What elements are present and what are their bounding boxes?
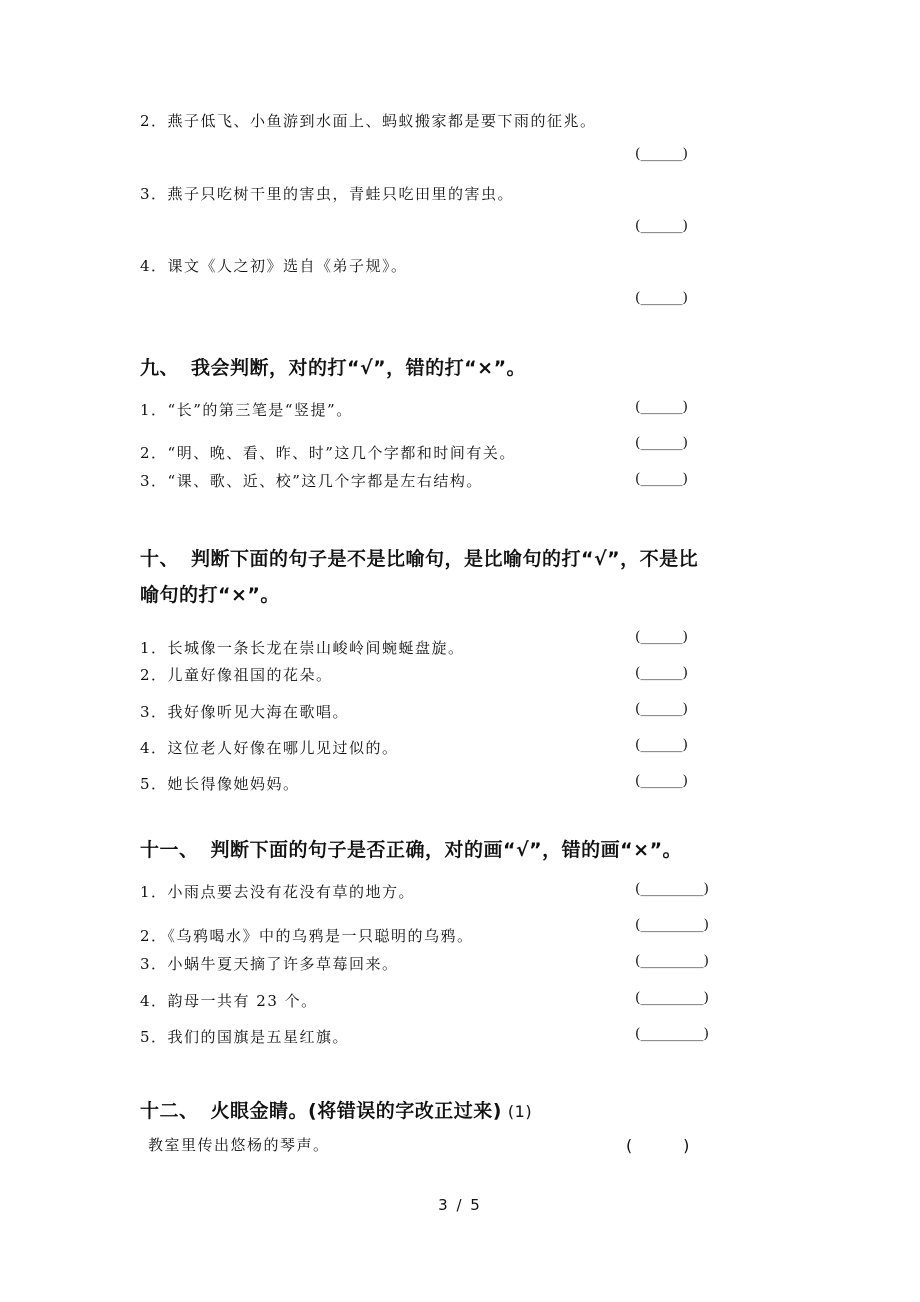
page-number: 3 / 5 — [438, 1196, 482, 1214]
answer-blank[interactable]: (______) — [635, 146, 688, 162]
judge-item: 3．燕子只吃树干里的害虫，青蛙只吃田里的害虫。 — [140, 185, 515, 203]
answer-blank[interactable]: (______) — [635, 471, 688, 487]
judge-item: 3．我好像听见大海在歌唱。 — [140, 703, 350, 721]
answer-blank[interactable]: (______) — [635, 290, 688, 306]
section-number: 九、 — [140, 357, 180, 379]
section-number: 十一、 — [140, 839, 199, 861]
judge-item: 2．“明、晚、看、昨、时”这几个字都和时间有关。 — [140, 444, 516, 462]
answer-blank[interactable]: (_________) — [635, 953, 709, 969]
judge-item: 1．“长”的第三笔是“竖提”。 — [140, 401, 353, 419]
section-9-heading — [140, 353, 526, 380]
judge-item: 4．这位老人好像在哪儿见过似的。 — [140, 739, 399, 757]
answer-blank[interactable]: (______) — [635, 629, 688, 645]
answer-blank[interactable]: (_________) — [635, 917, 709, 933]
answer-blank[interactable]: (_________) — [635, 1026, 709, 1042]
answer-blank[interactable]: (______) — [635, 737, 688, 753]
answer-blank[interactable]: (______) — [635, 701, 688, 717]
answer-blank[interactable]: ( ) — [626, 1136, 690, 1155]
answer-blank[interactable]: (_________) — [635, 881, 709, 897]
section-12-heading — [140, 1096, 532, 1123]
section-title: 我会判断，对的打“√”，错的打“×”。 — [191, 357, 527, 379]
judge-item: 2．燕子低飞、小鱼游到水面上、蚂蚁搬家都是要下雨的征兆。 — [140, 112, 597, 130]
judge-item: 5．她长得像她妈妈。 — [140, 775, 300, 793]
section-10-heading-cont: 喻句的打“×”。 — [140, 584, 280, 606]
section-title: 火眼金睛。(将错误的字改正过来) — [210, 1100, 502, 1122]
judge-item: 2．儿童好像祖国的花朵。 — [140, 666, 333, 684]
judge-item: 3．“课、歌、近、校”这几个字都是左右结构。 — [140, 472, 483, 490]
section-title: 判断下面的句子是不是比喻句，是比喻句的打“√”，不是比 — [191, 548, 699, 570]
section-number: 十、 — [140, 548, 180, 570]
judge-item: 5．我们的国旗是五星红旗。 — [140, 1028, 350, 1046]
section-11-heading — [140, 835, 682, 862]
answer-blank[interactable]: (______) — [635, 665, 688, 681]
answer-blank[interactable]: (_________) — [635, 990, 709, 1006]
answer-blank[interactable]: (______) — [635, 218, 688, 234]
judge-item: 1．长城像一条长龙在崇山峻岭间蜿蜒盘旋。 — [140, 639, 465, 657]
judge-item: 4．课文《人之初》选自《弟子规》。 — [140, 257, 408, 275]
judge-item: 2．《乌鸦喝水》中的乌鸦是一只聪明的乌鸦。 — [140, 927, 474, 945]
answer-blank[interactable]: (______) — [635, 435, 688, 451]
section-note: (1) — [507, 1102, 533, 1121]
judge-item: 4．韵母一共有 23 个。 — [140, 992, 318, 1010]
answer-blank[interactable]: (______) — [635, 773, 688, 789]
judge-item: 3．小蜗牛夏天摘了许多草莓回来。 — [140, 955, 399, 973]
judge-item: 1．小雨点要去没有花没有草的地方。 — [140, 883, 416, 901]
answer-blank[interactable]: (______) — [635, 399, 688, 415]
correction-item: 教室里传出悠杨的琴声。 — [148, 1136, 330, 1154]
section-number: 十二、 — [140, 1100, 199, 1122]
section-10-heading — [140, 544, 698, 571]
section-title: 判断下面的句子是否正确，对的画“√”，错的画“×”。 — [210, 839, 683, 861]
